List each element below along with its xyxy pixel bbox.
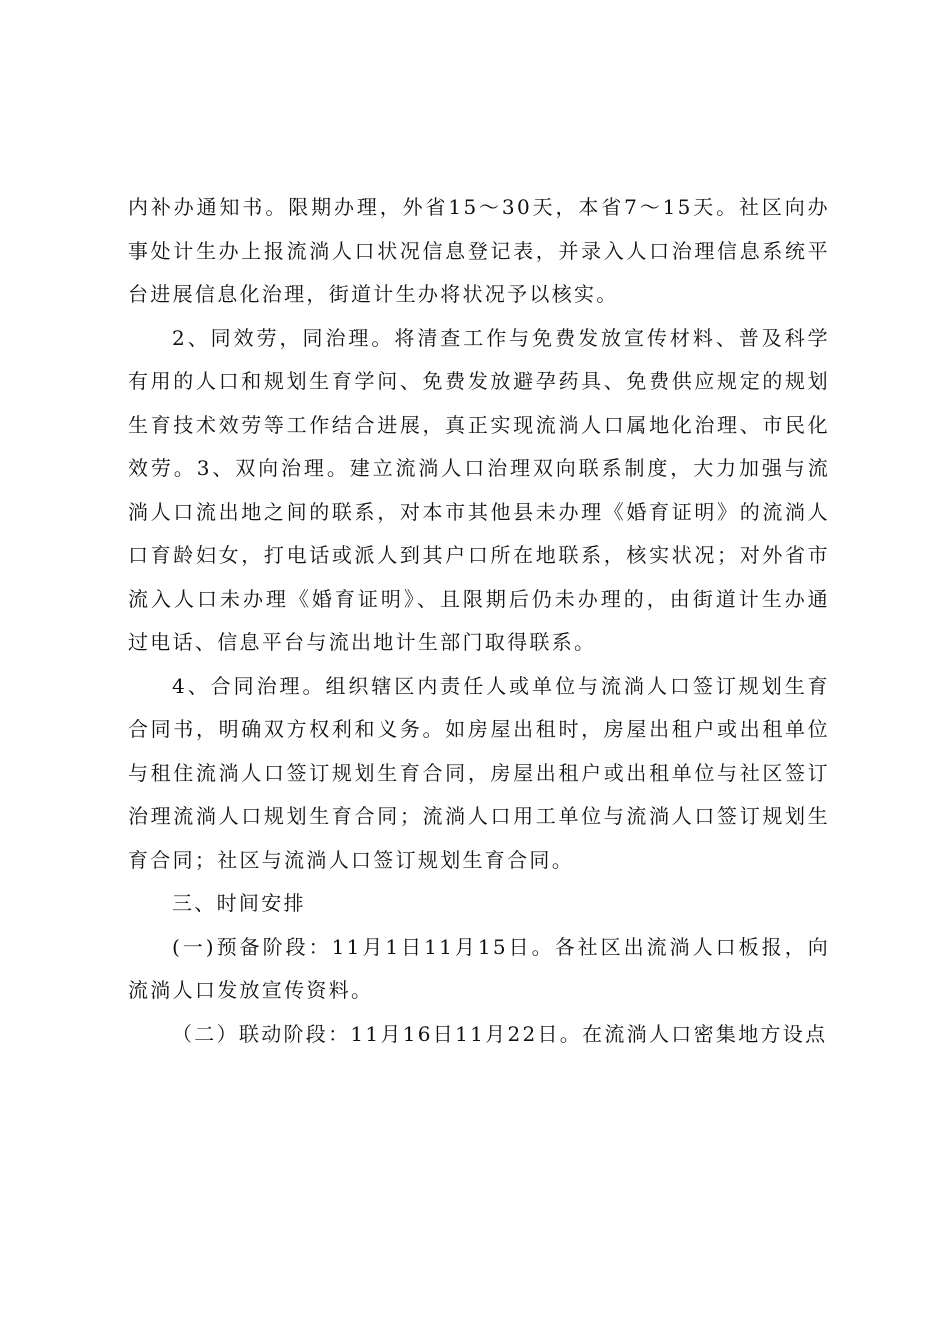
paragraph-1: 内补办通知书。限期办理，外省15～30天，本省7～15天。社区向办事处计生办上报流淌人口状况信息登记表，并录入人口治理信息系统平台进展信息化治理，街道计生办将状况予以核实。 [128, 195, 830, 306]
paragraph-linkage-stage: （二）联动阶段：11月16日11月22日。在流淌人口密集地方设点 [172, 1021, 828, 1046]
document-body [128, 186, 830, 1056]
paragraph-3: 4、合同治理。组织辖区内责任人或单位与流淌人口签订规划生育合同书，明确双方权利和义务。如房屋出租时，房屋出租户或出租单位与租住流淌人口签订规划生育合同，房屋出租户或出租单位与社区签订治理流淌人口规划生育合同；流淌人口用工单位与流淌人口签订规划生育合同；社区与流淌人口签订规划生育合同。 [128, 673, 830, 872]
section-heading-time-schedule: 三、时间安排 [172, 891, 306, 915]
paragraph-preparation-stage: (一)预备阶段：11月1日11月15日。各社区出流淌人口板报，向流淌人口发放宣传资料。 [128, 934, 830, 1002]
paragraph-2: 2、同效劳，同治理。将清查工作与免费发放宣传材料、普及科学有用的人口和规划生育学问、免费发放避孕药具、免费供应规定的规划生育技术效劳等工作结合进展，真正实现流淌人口属地化治理、市民化效劳。3、双向治理。建立流淌人口治理双向联系制度，大力加强与流淌人口流出地之间的联系，对本市其他县未办理《婚育证明》的流淌人口育龄妇女，打电话或派人到其户口所在地联系，核实状况；对外省市流入人口未办理《婚育证明》、且限期后仍未办理的，由街道计生办通过电话、信息平台与流出地计生部门取得联系。 [128, 325, 830, 654]
